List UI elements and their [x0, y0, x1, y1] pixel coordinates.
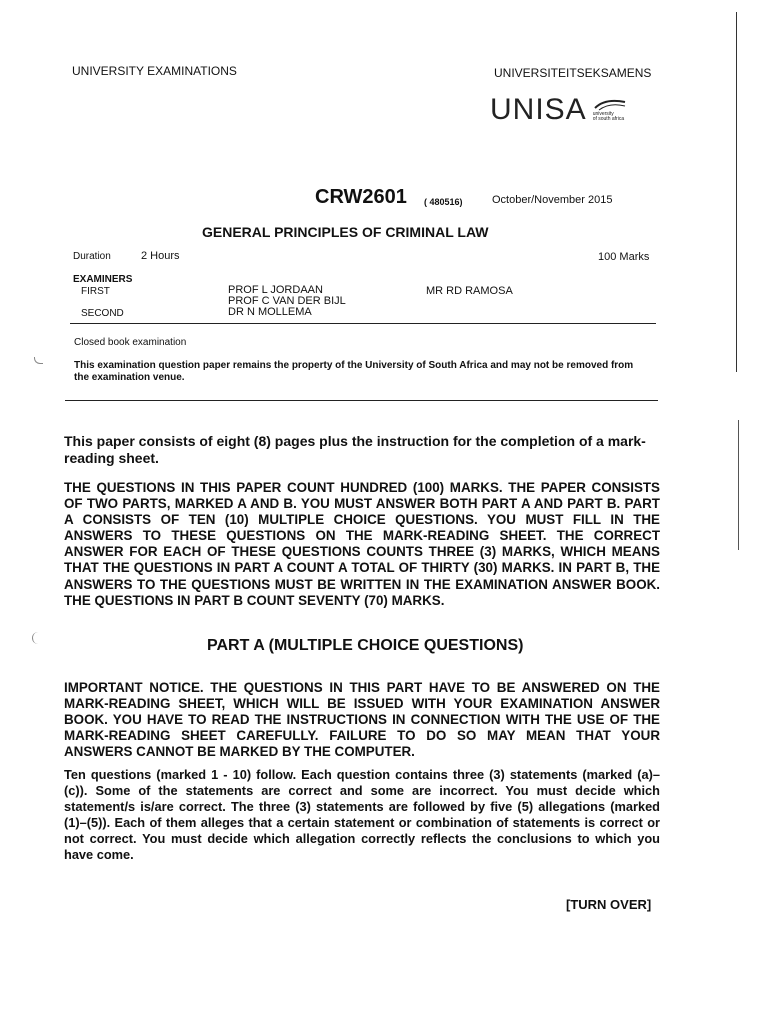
scan-mark [32, 632, 41, 644]
course-code: CRW2601 [315, 186, 407, 208]
first-examiner-label: FIRST [81, 286, 110, 297]
duration-label: Duration [73, 251, 111, 262]
closed-book-note: Closed book examination [74, 337, 187, 348]
divider [70, 323, 656, 324]
scan-mark [34, 357, 43, 364]
scan-edge-line [738, 420, 739, 550]
part-a-heading: PART A (MULTIPLE CHOICE QUESTIONS) [207, 637, 524, 654]
external-examiner: MR RD RAMOSA [426, 285, 513, 297]
paper-number: ( 480516) [424, 197, 463, 207]
question-format-instructions: Ten questions (marked 1 - 10) follow. Each question contains three (3) statements (marked (a)–(c)). Some of the statements are correct and some are incorrect. You must decide which statement/s is/are correct. The three (3) statements are followed by five (5) allegations (marked (1)–(5)). Each of them alleges that a certain statement or combination of statements is correct or not correct. You must decide which allegation correctly reflects the conclusions to which you have come. [64, 767, 660, 862]
paper-intro: This paper consists of eight (8) pages plus the instruction for the completion of a mark-reading sheet. [64, 433, 646, 466]
header-right: UNIVERSITEITSEKSAMENS [494, 66, 652, 80]
logo-swoosh-icon [593, 98, 627, 112]
logo-tagline-1: university [592, 111, 614, 117]
scan-edge-line [736, 12, 737, 372]
divider [65, 400, 658, 401]
unisa-logo [490, 90, 627, 130]
examiner-name: PROF C VAN DER BIJL [228, 295, 346, 307]
examiner-names [228, 285, 346, 318]
logo-tagline-2: of south africa [592, 116, 625, 122]
marking-instructions: THE QUESTIONS IN THIS PAPER COUNT HUNDRED (100) MARKS. THE PAPER CONSISTS OF TWO PARTS, MARKED A AND B. YOU MUST ANSWER BOTH PART A AND PART B. PART A CONSISTS OF TEN (10) MULTIPLE CHOICE QUESTIONS. YOU MUST FILL IN THE ANSWERS TO THESE QUESTIONS ON THE MARK-READING SHEET. THE CORRECT ANSWER FOR EACH OF THESE QUESTIONS COUNTS THREE (3) MARKS, WHICH MEANS THAT THE QUESTIONS IN PART A COUNT A TOTAL OF THIRTY (30) MARKS. IN PART B, THE ANSWERS TO THE QUESTIONS MUST BE WRITTEN IN THE EXAMINATION ANSWER BOOK. THE QUESTIONS IN PART B COUNT SEVENTY (70) MARKS. [64, 480, 660, 608]
second-examiner-label: SECOND [81, 308, 124, 319]
exam-session: October/November 2015 [492, 194, 613, 206]
examiners-heading: EXAMINERS [73, 274, 133, 285]
examiner-name: PROF L JORDAAN [228, 284, 323, 296]
subject-title: GENERAL PRINCIPLES OF CRIMINAL LAW [202, 224, 489, 240]
header-left: UNIVERSITY EXAMINATIONS [72, 64, 237, 78]
total-marks: 100 Marks [598, 251, 650, 263]
examiner-name: DR N MOLLEMA [228, 306, 312, 318]
logo-emblem [593, 98, 627, 122]
turn-over-label: [TURN OVER] [566, 897, 652, 912]
important-notice: IMPORTANT NOTICE. THE QUESTIONS IN THIS PART HAVE TO BE ANSWERED ON THE MARK-READING SHEET, WHICH WILL BE ISSUED WITH YOUR EXAMINATION ANSWER BOOK. YOU HAVE TO READ THE INSTRUCTIONS IN CONNECTION WITH THE USE OF THE MARK-READING SHEET CAREFULLY. FAILURE TO DO SO MAY MEAN THAT YOUR ANSWERS CANNOT BE MARKED BY THE COMPUTER. [64, 680, 660, 759]
property-notice: This examination question paper remains the property of the University of South Africa and may not be removed from the examination venue. [74, 360, 634, 383]
duration-value: 2 Hours [141, 250, 180, 262]
logo-wordmark: UNISA [490, 93, 587, 126]
